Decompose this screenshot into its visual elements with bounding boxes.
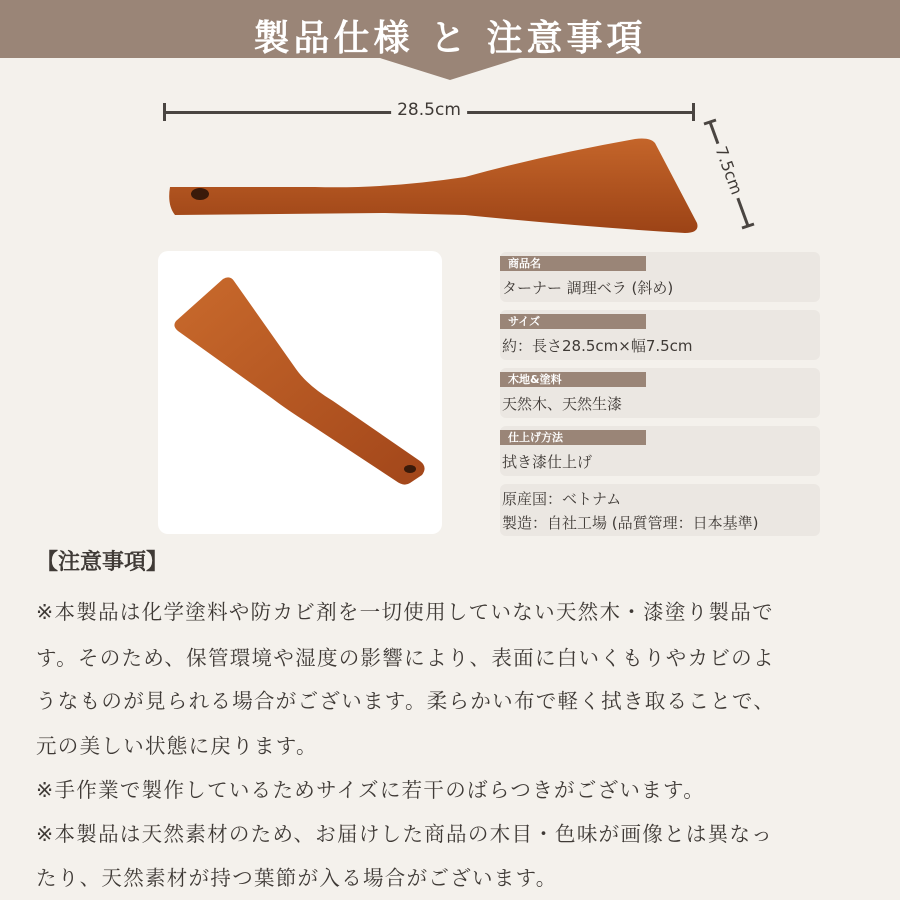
spec-tag: サイズ: [500, 314, 646, 329]
manufacturing: 製造：自社工場 (品質管理：日本基準): [502, 514, 759, 532]
notice-line: ※手作業で製作しているためサイズに若干のばらつきがございます。: [36, 778, 705, 802]
length-label: 28.5cm: [391, 100, 467, 120]
spec-value: ターナー 調理ベラ (斜め): [502, 279, 674, 297]
notice-line: す。そのため、保管環境や湿度の影響により、表面に白いくもりやカビのよ: [36, 646, 775, 670]
spec-row-name: [500, 252, 820, 302]
notice-line: ※本製品は化学塗料や防カビ剤を一切使用していない天然木・漆塗り製品で: [36, 600, 774, 624]
spec-tag: 仕上げ方法: [500, 430, 646, 445]
spatula-angled-image: [158, 251, 442, 534]
spec-row-origin: [500, 484, 820, 536]
notice-heading: 【注意事項】: [36, 550, 169, 575]
notice-line: ※本製品は天然素材のため、お届けした商品の木目・色味が画像とは異なっ: [36, 822, 774, 846]
length-dimension: [163, 100, 695, 124]
width-dimension: [700, 118, 760, 228]
width-label: 7.5cm: [710, 140, 748, 201]
spec-value: 拭き漆仕上げ: [502, 453, 593, 471]
spec-tag: 商品名: [500, 256, 646, 271]
origin-country: 原産国：ベトナム: [502, 490, 622, 508]
spec-tag: 木地&塗料: [500, 372, 646, 387]
spec-row-finish: [500, 426, 820, 476]
spatula-side-image: [165, 135, 705, 240]
title-banner: [0, 0, 900, 82]
notice-line: 元の美しい状態に戻ります。: [36, 734, 318, 758]
spec-list: [500, 252, 820, 544]
notice-line: うなものが見られる場合がございます。柔らかい布で軽く拭き取ることで、: [36, 689, 776, 713]
spec-value: 天然木、天然生漆: [502, 395, 623, 413]
spec-value: 約：長さ28.5cm×幅7.5cm: [502, 337, 693, 355]
product-photo: [158, 251, 442, 534]
page-title: 製品仕様 と 注意事項: [253, 18, 647, 59]
notice-line: たり、天然素材が持つ葉節が入る場合がございます。: [36, 866, 558, 890]
spec-row-material: [500, 368, 820, 418]
spec-row-size: [500, 310, 820, 360]
